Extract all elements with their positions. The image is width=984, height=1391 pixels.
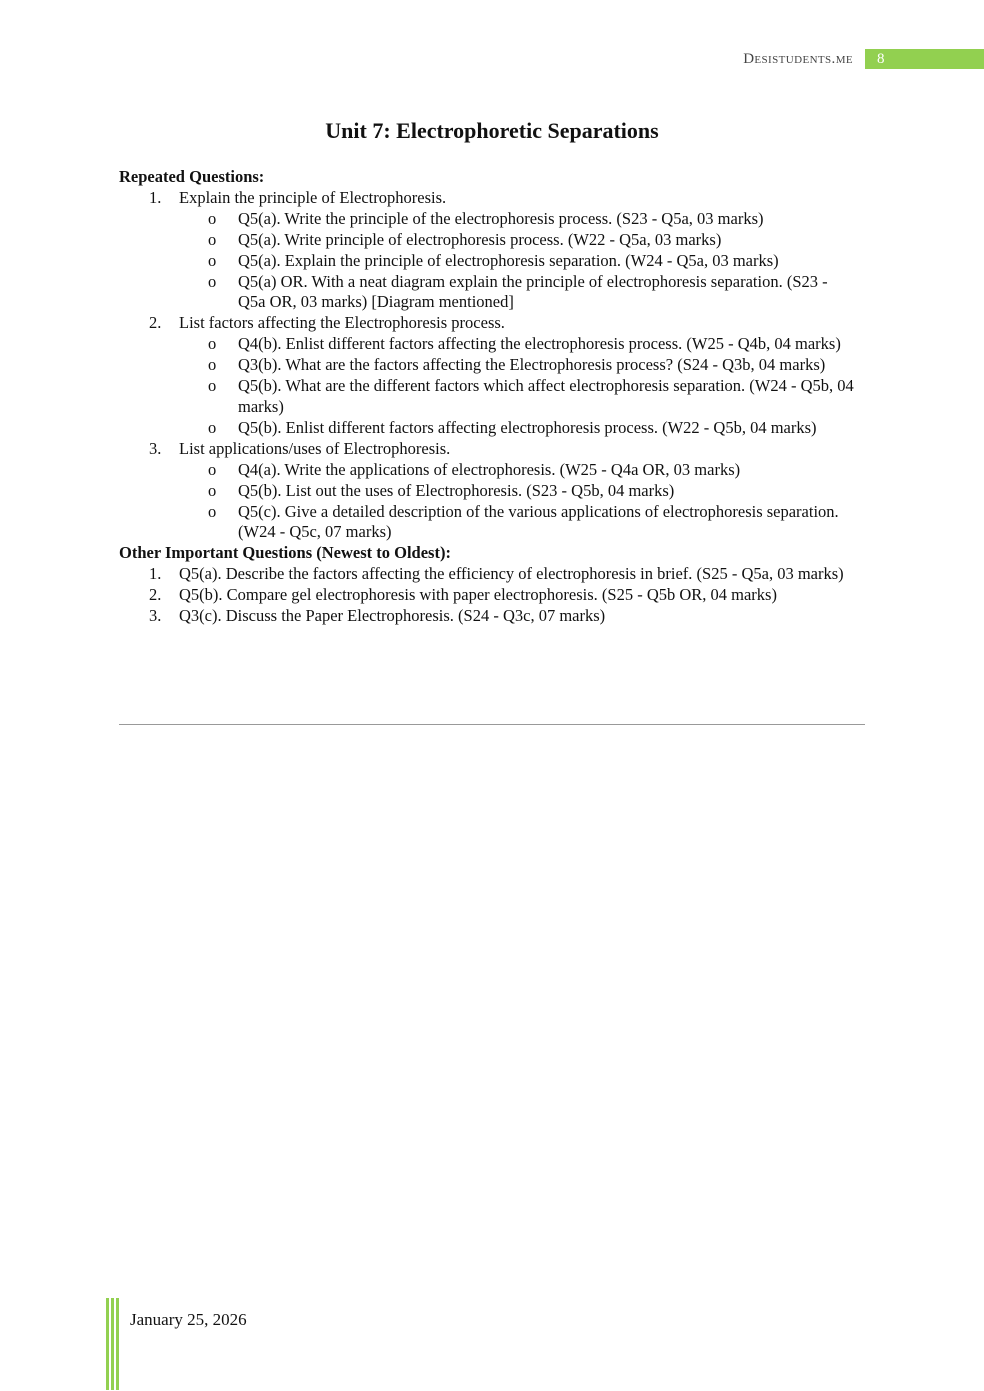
sub-item-text: Q5(a). Write principle of electrophoresis process. (W22 - Q5a, 03 marks) [238, 229, 722, 249]
sub-item-text: Q5(c). Give a detailed description of the various applications of electrophoresis separation. (W24 - Q5c, 07 marks) [238, 501, 839, 542]
item-number: 1. [149, 564, 162, 584]
bullet-icon: o [208, 417, 217, 437]
sub-item-text: Q5(b). Enlist different factors affecting electrophoresis process. (W22 - Q5b, 04 marks) [238, 417, 817, 437]
footer-accent-bars [106, 1298, 120, 1390]
sub-list-item [119, 418, 864, 439]
sub-list-item [119, 209, 864, 230]
bullet-icon: o [208, 355, 217, 375]
list-item [119, 313, 864, 334]
item-number: 3. [149, 606, 162, 626]
item-text: List applications/uses of Electrophoresis. [179, 438, 451, 458]
bullet-icon: o [208, 376, 217, 396]
bullet-icon: o [208, 250, 217, 270]
bullet-icon: o [208, 459, 217, 479]
sub-item-text: Q4(a). Write the applications of electrophoresis. (W25 - Q4a OR, 03 marks) [238, 459, 741, 479]
horizontal-divider [119, 724, 865, 725]
sub-list-item [119, 334, 864, 355]
page-title: Unit 7: Electrophoretic Separations [325, 118, 659, 143]
item-text: List factors affecting the Electrophoresis process. [179, 313, 505, 333]
document-body [119, 167, 864, 627]
item-number: 1. [149, 187, 162, 207]
sub-list-item [119, 272, 864, 314]
item-number: 3. [149, 438, 162, 458]
item-number: 2. [149, 585, 162, 605]
item-text: Q5(a). Describe the factors affecting the efficiency of electrophoresis in brief. (S25 - Q5a, 03 marks) [179, 564, 844, 584]
header-site-name: Desistudents.me [743, 51, 853, 67]
list-item [119, 606, 864, 627]
item-number: 2. [149, 313, 162, 333]
repeated-questions-heading: Repeated Questions: [119, 167, 265, 186]
sub-list-item [119, 481, 864, 502]
sub-list-item [119, 251, 864, 272]
sub-list-item [119, 230, 864, 251]
bullet-icon: o [208, 208, 217, 228]
sub-item-text: Q5(b). List out the uses of Electrophoresis. (S23 - Q5b, 04 marks) [238, 480, 675, 500]
sub-list-item [119, 376, 864, 418]
list-item [119, 564, 864, 585]
item-text: Q5(b). Compare gel electrophoresis with paper electrophoresis. (S25 - Q5b OR, 04 marks) [179, 585, 777, 605]
bullet-icon: o [208, 334, 217, 354]
list-item [119, 439, 864, 460]
page-number-badge: 8 [865, 49, 984, 69]
sub-list-item [119, 460, 864, 481]
sub-item-text: Q4(b). Enlist different factors affecting the electrophoresis process. (W25 - Q4b, 04 marks) [238, 334, 841, 354]
sub-list-item [119, 355, 864, 376]
sub-item-text: Q5(b). What are the different factors which affect electrophoresis separation. (W24 - Q5b, 04 marks) [238, 376, 854, 416]
sub-item-text: Q5(a) OR. With a neat diagram explain the principle of electrophoresis separation. (S23 - Q5a OR, 03 marks) [Diagram mentioned] [238, 271, 828, 312]
sub-list-item [119, 502, 864, 544]
item-text: Q3(c). Discuss the Paper Electrophoresis. (S24 - Q3c, 07 marks) [179, 606, 606, 626]
item-text: Explain the principle of Electrophoresis. [179, 187, 447, 207]
bullet-icon: o [208, 501, 217, 521]
sub-item-text: Q3(b). What are the factors affecting the Electrophoresis process? (S24 - Q3b, 04 marks) [238, 355, 826, 375]
other-questions-heading: Other Important Questions (Newest to Oldest): [119, 543, 451, 563]
footer-date: January 25, 2026 [130, 1310, 247, 1329]
sub-item-text: Q5(a). Write the principle of the electrophoresis process. (S23 - Q5a, 03 marks) [238, 208, 764, 228]
bullet-icon: o [208, 480, 217, 500]
bullet-icon: o [208, 229, 217, 249]
list-item [119, 188, 864, 209]
bullet-icon: o [208, 271, 217, 291]
list-item [119, 585, 864, 606]
sub-item-text: Q5(a). Explain the principle of electrophoresis separation. (W24 - Q5a, 03 marks) [238, 250, 779, 270]
